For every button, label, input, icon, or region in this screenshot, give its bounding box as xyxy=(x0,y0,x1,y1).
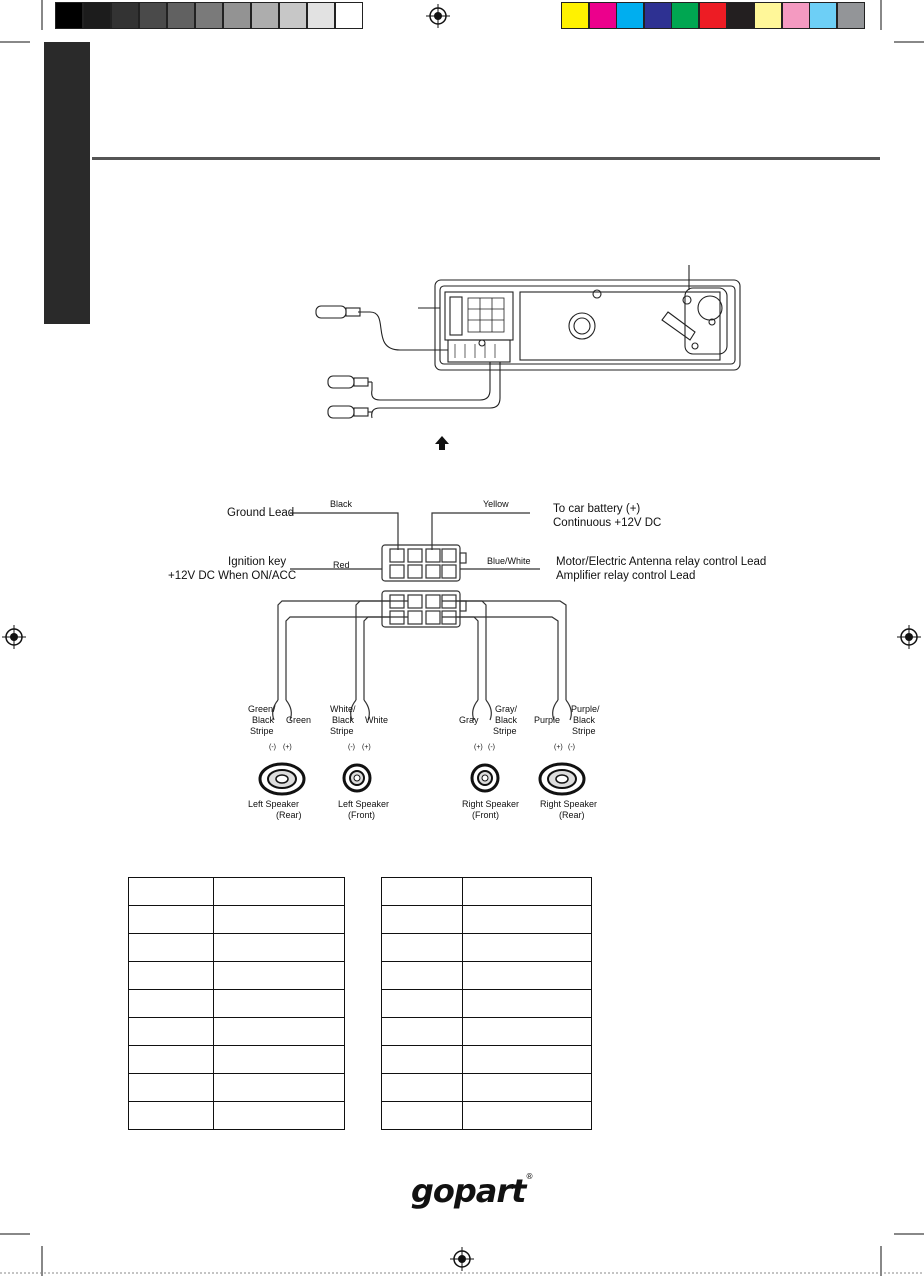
gray-label: Gray xyxy=(459,715,479,725)
left-front-label-2: (Front) xyxy=(348,810,375,820)
table-cell xyxy=(129,1074,214,1102)
white-black-label-2: Black xyxy=(332,715,355,725)
gray-black-label-1: Gray/ xyxy=(495,704,518,714)
table-cell xyxy=(382,934,463,962)
right-front-speaker-icon xyxy=(470,762,500,794)
table-row xyxy=(382,1018,592,1046)
right-rear-label-1: Right Speaker xyxy=(540,799,598,809)
white-black-label-3: Stripe xyxy=(330,726,354,736)
table-cell xyxy=(382,1018,463,1046)
black-wire-label: Black xyxy=(330,499,353,509)
connector-table-left xyxy=(128,877,345,1130)
ignition-label-1: Ignition key xyxy=(228,556,287,568)
table-cell xyxy=(214,1046,345,1074)
polarity-plus: (+) xyxy=(362,744,371,751)
purple-black-label-2: Black xyxy=(573,715,596,725)
title-rule xyxy=(92,157,880,160)
table-row xyxy=(129,934,345,962)
right-front-label-2: (Front) xyxy=(472,810,499,820)
table-row xyxy=(382,878,592,906)
table-cell xyxy=(129,934,214,962)
polarity-minus: (-) xyxy=(269,744,276,751)
polarity-plus: (+) xyxy=(283,744,292,751)
ground-lead-label: Ground Lead xyxy=(227,507,295,519)
table-cell xyxy=(382,962,463,990)
table-cell xyxy=(382,1074,463,1102)
table-row xyxy=(129,1074,345,1102)
purple-black-label-1: Purple/ xyxy=(571,704,600,714)
table-row xyxy=(129,962,345,990)
connector-table-right xyxy=(381,877,592,1130)
table-cell xyxy=(463,1102,592,1130)
table-cell xyxy=(463,878,592,906)
polarity-plus: (+) xyxy=(554,744,563,751)
table-cell xyxy=(214,1018,345,1046)
table-row xyxy=(129,906,345,934)
left-rear-label-1: Left Speaker xyxy=(248,799,300,809)
polarity-minus: (-) xyxy=(568,744,575,751)
left-front-label-1: Left Speaker xyxy=(338,799,390,809)
chapter-tab xyxy=(44,42,90,324)
table-cell xyxy=(129,878,214,906)
yellow-wire-label: Yellow xyxy=(483,499,509,509)
white-black-label-1: White/ xyxy=(330,704,356,714)
purple-label: Purple xyxy=(534,715,561,725)
table-row xyxy=(382,1046,592,1074)
battery-label-1: To car battery (+) xyxy=(553,503,641,515)
table-row xyxy=(382,1074,592,1102)
purple-black-label-3: Stripe xyxy=(572,726,596,736)
table-row xyxy=(382,962,592,990)
gopart-logo: gopart® xyxy=(411,1172,533,1210)
table-cell xyxy=(463,1074,592,1102)
table-row xyxy=(382,1102,592,1130)
table-row xyxy=(129,1102,345,1130)
table-cell xyxy=(463,906,592,934)
green-black-label-3: Stripe xyxy=(250,726,274,736)
battery-label-2: Continuous +12V DC xyxy=(553,517,662,529)
table-row xyxy=(129,1018,345,1046)
table-cell xyxy=(382,1046,463,1074)
table-row xyxy=(382,934,592,962)
polarity-minus: (-) xyxy=(488,744,495,751)
table-cell xyxy=(214,878,345,906)
green-label: Green xyxy=(286,715,312,725)
table-cell xyxy=(129,1046,214,1074)
gray-black-label-2: Black xyxy=(495,715,518,725)
table-cell xyxy=(463,962,592,990)
left-rear-speaker-icon xyxy=(258,762,306,796)
ignition-label-2: +12V DC When ON/ACC xyxy=(168,570,297,582)
table-cell xyxy=(382,1102,463,1130)
table-cell xyxy=(214,962,345,990)
polarity-plus: (+) xyxy=(474,744,483,751)
green-black-label-1: Green/ xyxy=(248,704,276,714)
table-cell xyxy=(382,906,463,934)
table-row xyxy=(129,990,345,1018)
green-black-label-2: Black xyxy=(252,715,275,725)
table-cell xyxy=(129,1018,214,1046)
motor-antenna-label: Motor/Electric Antenna relay control Lead xyxy=(556,556,767,568)
gray-black-label-3: Stripe xyxy=(493,726,517,736)
right-rear-speaker-icon xyxy=(538,762,586,796)
unit-rear-diagram xyxy=(300,250,760,450)
table-cell xyxy=(214,990,345,1018)
table-cell xyxy=(214,934,345,962)
table-cell xyxy=(129,990,214,1018)
red-wire-label: Red xyxy=(333,560,350,570)
left-front-speaker-icon xyxy=(342,762,372,794)
table-cell xyxy=(214,1074,345,1102)
table-row xyxy=(129,1046,345,1074)
table-cell xyxy=(382,878,463,906)
table-cell xyxy=(463,1046,592,1074)
table-cell xyxy=(129,1102,214,1130)
table-cell xyxy=(214,1102,345,1130)
table-cell xyxy=(463,1018,592,1046)
table-cell xyxy=(129,962,214,990)
table-row xyxy=(129,878,345,906)
table-cell xyxy=(463,990,592,1018)
right-front-label-1: Right Speaker xyxy=(462,799,520,809)
amplifier-relay-label: Amplifier relay control Lead xyxy=(556,570,696,582)
polarity-minus: (-) xyxy=(348,744,355,751)
table-cell xyxy=(214,906,345,934)
table-cell xyxy=(382,990,463,1018)
table-row xyxy=(382,990,592,1018)
left-rear-label-2: (Rear) xyxy=(276,810,302,820)
white-label: White xyxy=(365,715,389,725)
blue-white-wire-label: Blue/White xyxy=(487,556,531,566)
table-row xyxy=(382,906,592,934)
right-rear-label-2: (Rear) xyxy=(559,810,585,820)
table-cell xyxy=(129,906,214,934)
table-cell xyxy=(463,934,592,962)
